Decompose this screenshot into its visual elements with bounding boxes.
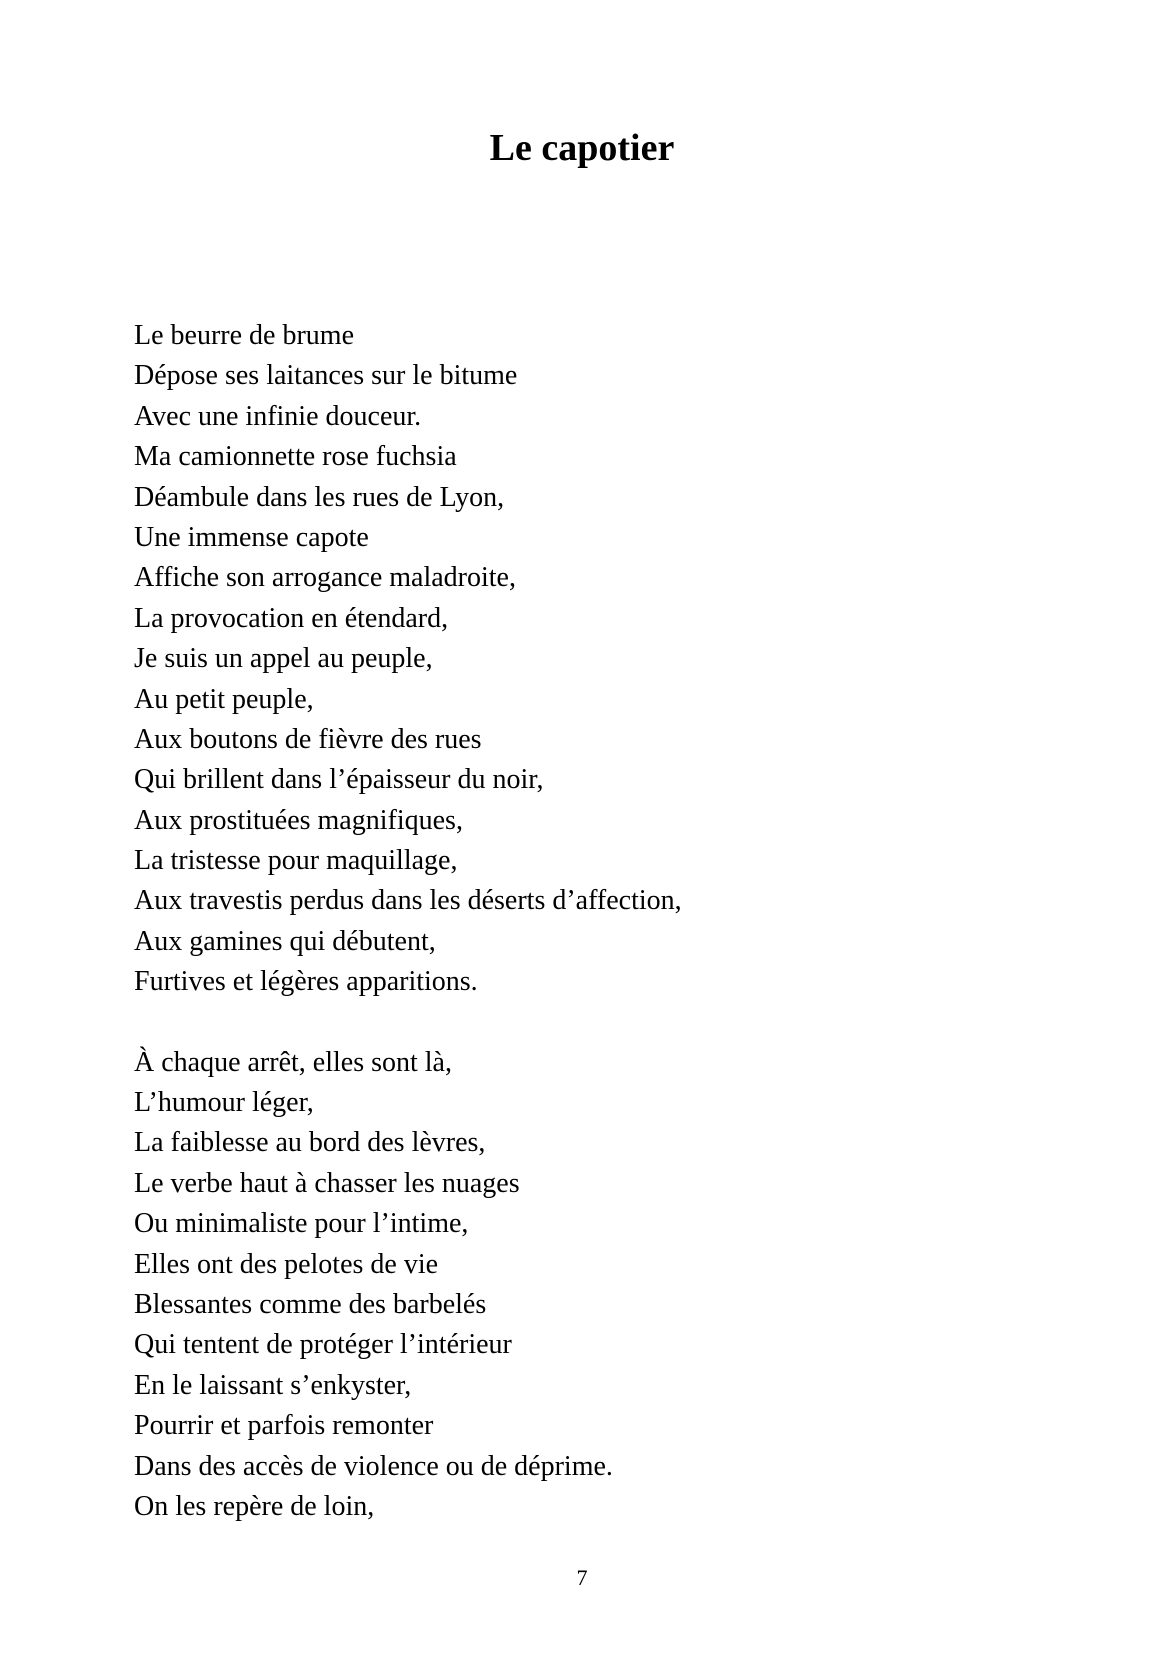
verse-line: À chaque arrêt, elles sont là, [134, 1046, 452, 1078]
verse-line: Déambule dans les rues de Lyon, [134, 481, 505, 513]
verse-line: On les repère de loin, [134, 1490, 375, 1522]
verse-line: La tristesse pour maquillage, [134, 845, 458, 877]
verse-line: La provocation en étendard, [134, 602, 449, 634]
poem-body [134, 316, 1034, 1527]
verse-line: L’humour léger, [134, 1087, 314, 1119]
verse-line: Affiche son arrogance maladroite, [134, 562, 516, 594]
verse-line: Aux gamines qui débutent, [134, 925, 436, 957]
verse-line: Aux travestis perdus dans les déserts d’affection, [134, 885, 682, 917]
verse-line: Qui tentent de protéger l’intérieur [134, 1329, 512, 1361]
verse-line: Aux prostituées magnifiques, [134, 804, 463, 836]
verse-line: Elles ont des pelotes de vie [134, 1248, 439, 1280]
verse-line: Au petit peuple, [134, 683, 314, 715]
verse-line: Ma camionnette rose fuchsia [134, 441, 457, 473]
verse-line: En le laissant s’enkyster, [134, 1369, 412, 1401]
page-title: Le capotier [489, 127, 675, 169]
verse-line: Blessantes comme des barbelés [134, 1288, 487, 1320]
verse-line: Le verbe haut à chasser les nuages [134, 1167, 520, 1199]
verse-line: Dans des accès de violence ou de déprime. [134, 1450, 613, 1482]
verse-line: Furtives et légères apparitions. [134, 966, 478, 998]
verse-line: Qui brillent dans l’épaisseur du noir, [134, 764, 544, 796]
verse-line: Je suis un appel au peuple, [134, 643, 433, 675]
stanza-1 [134, 316, 1034, 1003]
verse-line: Aux boutons de fièvre des rues [134, 723, 482, 755]
verse-line: Dépose ses laitances sur le bitume [134, 360, 518, 392]
verse-line: Avec une infinie douceur. [134, 400, 422, 432]
verse-line: Le beurre de brume [134, 320, 354, 351]
verse-line: Ou minimaliste pour l’intime, [134, 1208, 469, 1240]
verse-line: La faiblesse au bord des lèvres, [134, 1127, 486, 1159]
verse-line: Une immense capote [134, 521, 369, 553]
verse-line: Pourrir et parfois remonter [134, 1410, 434, 1442]
page-number: 7 [576, 1565, 588, 1590]
stanza-2 [134, 1043, 1034, 1528]
